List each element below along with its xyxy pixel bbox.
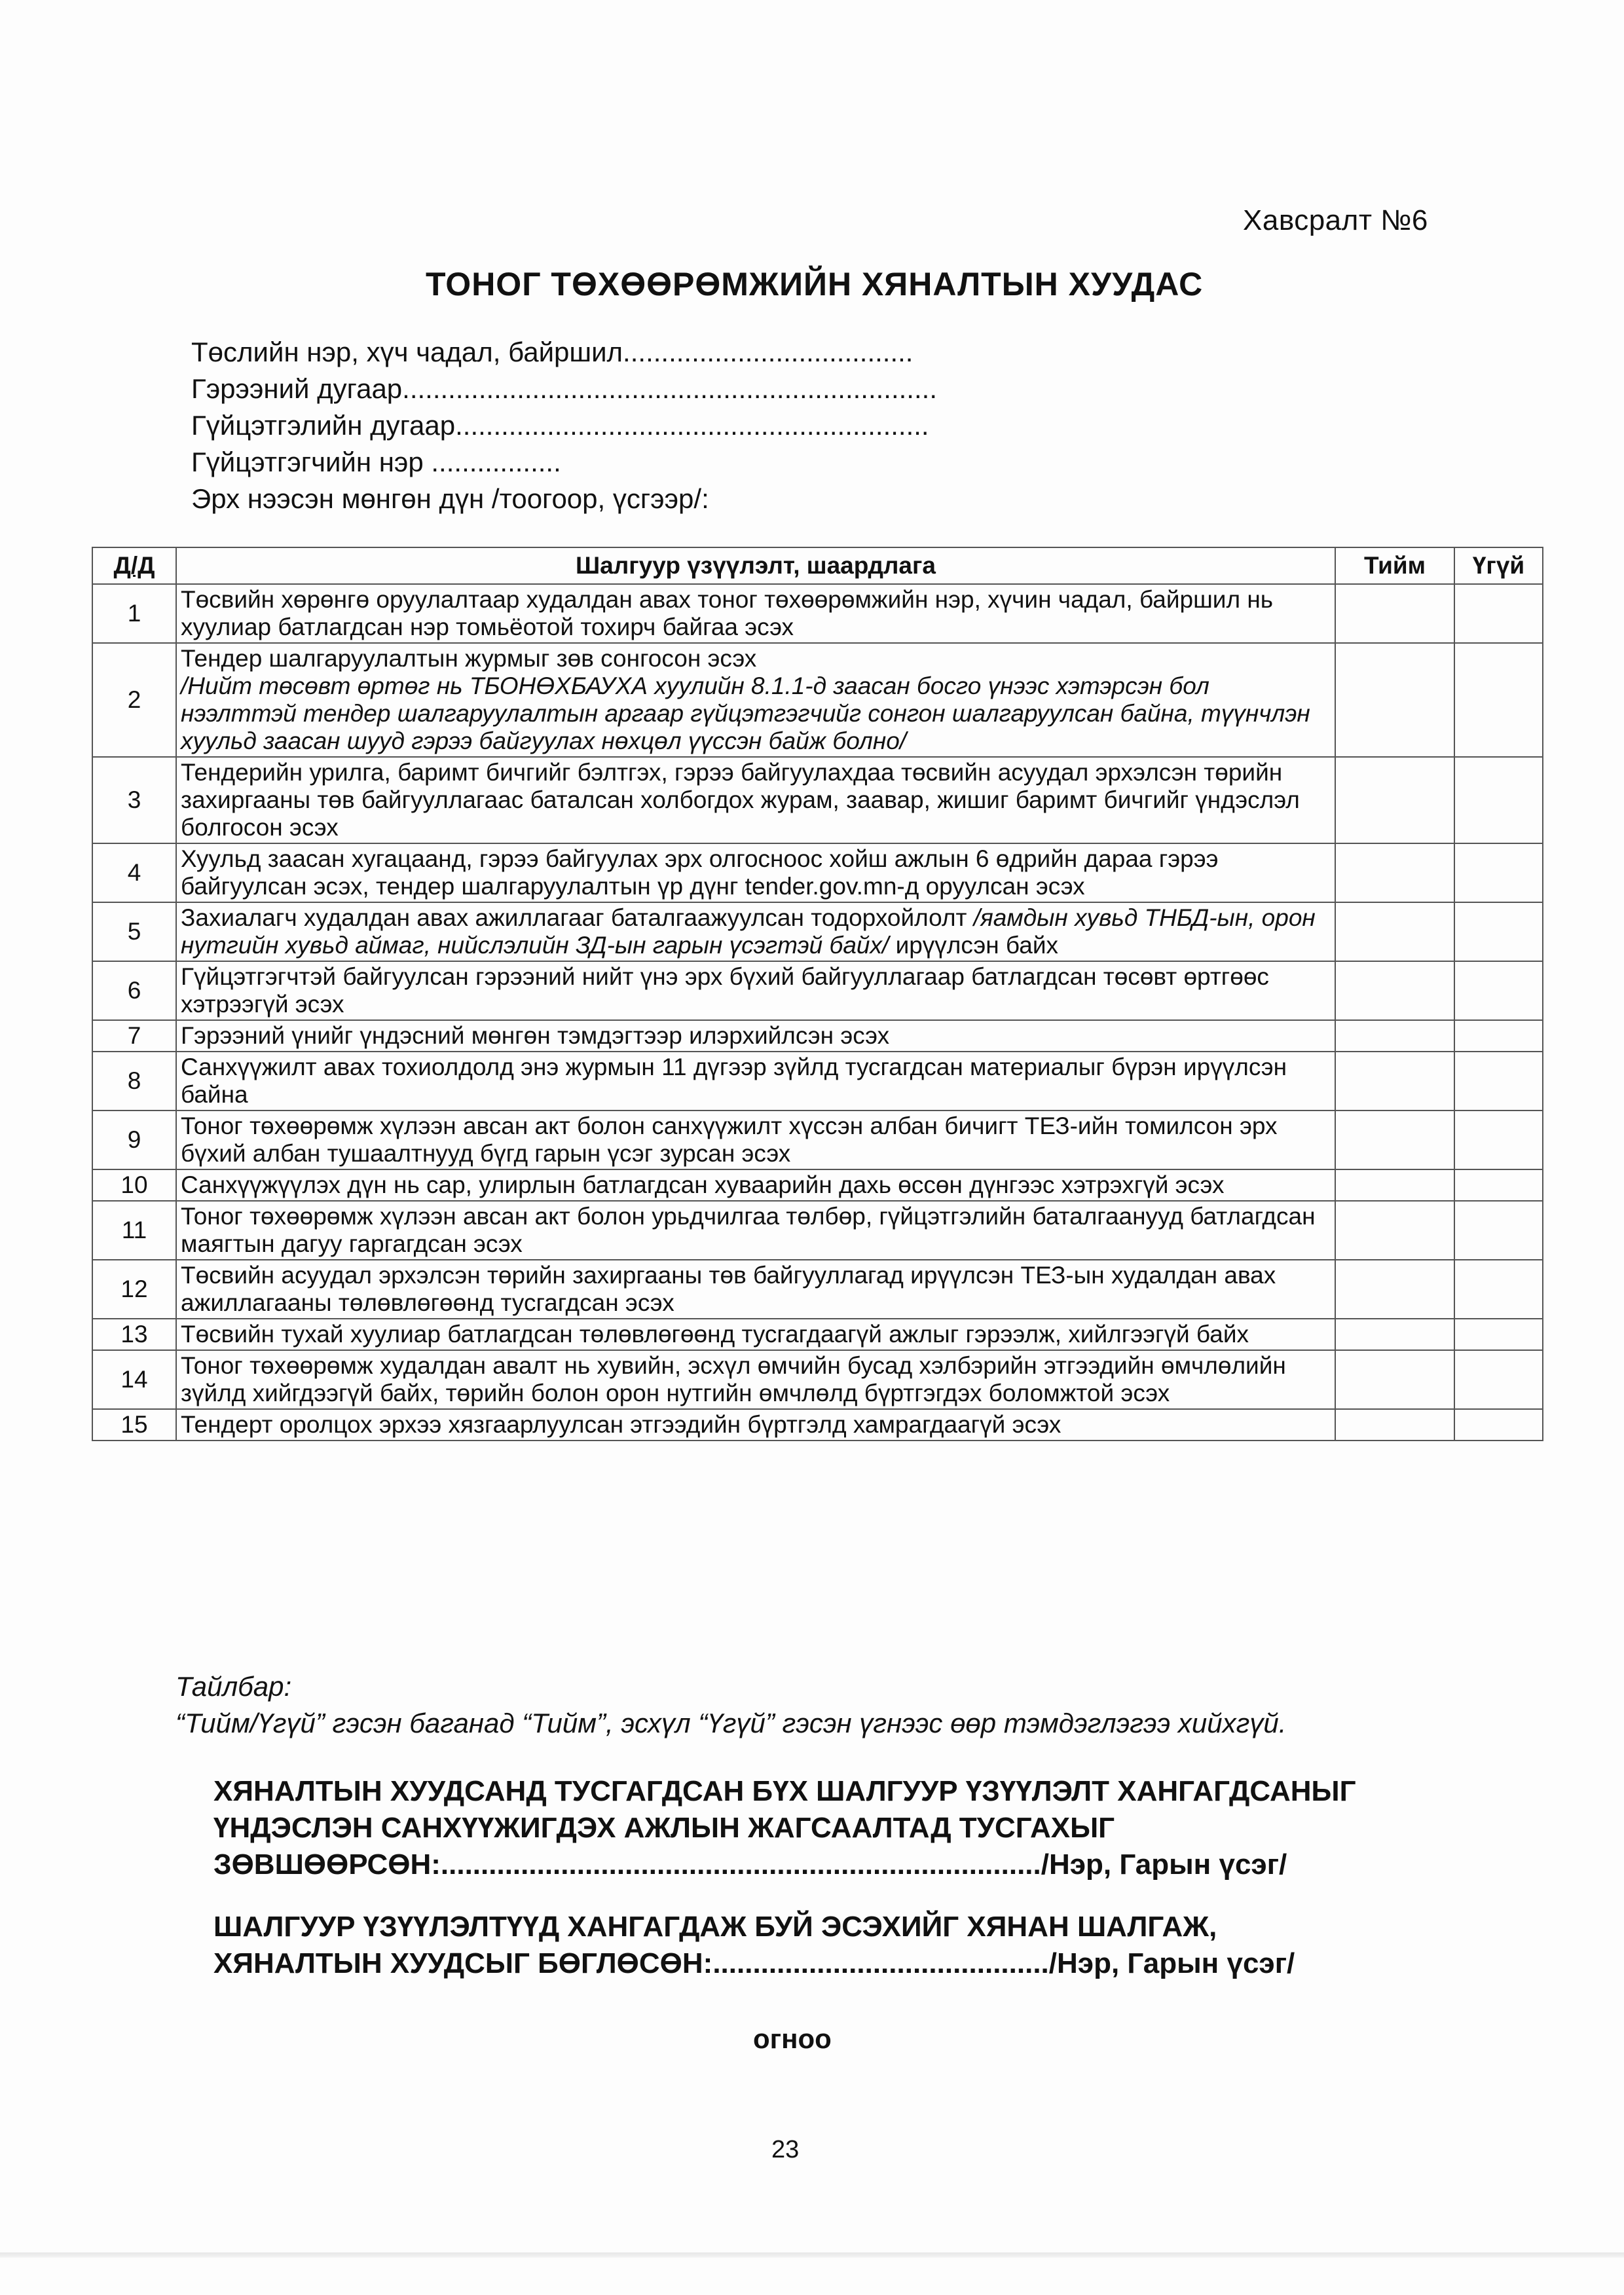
requirement-note: /яамдын хувьд ТНБД-ын, орон нутгийн хувьд аймаг, нийслэлийн ЗД-ын гарын үсэгтэй байх/ [181, 904, 1316, 959]
row-number: 9 [92, 1111, 176, 1169]
no-checkbox-cell[interactable] [1454, 843, 1543, 902]
requirement-text: Тоног төхөөрөмж худалдан авалт нь хувийн, эсхүл өмчийн бусад хэлбэрийн этгээдийн өмчлөлийн зүйлд хийгдээгүй байх, төрийн болон орон нутгийн өмчлөлд бүртгэгдэх боломжтой эсэх [176, 1350, 1335, 1409]
header-yes: Тийм [1335, 547, 1454, 584]
requirement-text: Санхүүжүүлэх дүн нь сар, улирлын батлагдсан хуваарийн дахь өссөн дүнгээс хэтрэхгүй эсэх [176, 1169, 1335, 1201]
yes-checkbox-cell[interactable] [1335, 757, 1454, 843]
row-number: 15 [92, 1409, 176, 1441]
amount-field: Эрх нээсэн мөнгөн дүн /тоогоор, үсгээр/: [191, 483, 709, 514]
requirement-text: Гэрээний үнийг үндэсний мөнгөн тэмдэгтээр илэрхийлсэн эсэх [176, 1020, 1335, 1052]
filled-by-line: ШАЛГУУР ҮЗҮҮЛЭЛТҮҮД ХАНГАГДАЖ БУЙ ЭСЭХИЙГ ХЯНАН ШАЛГАЖ, [213, 1911, 1217, 1943]
yes-checkbox-cell[interactable] [1335, 1319, 1454, 1350]
yes-checkbox-cell[interactable] [1335, 902, 1454, 961]
yes-checkbox-cell[interactable] [1335, 1201, 1454, 1260]
table-row [92, 843, 1543, 902]
approval-signature-block [213, 1773, 1458, 1883]
row-number: 2 [92, 643, 176, 757]
no-checkbox-cell[interactable] [1454, 584, 1543, 643]
requirement-text: Хуульд заасан хугацаанд, гэрээ байгуулах эрх олгосноос хойш ажлын 6 өдрийн дараа гэрээ байгуулсан эсэх, тендер шалгаруулалтын үр дүнг tender.gov.mn-д оруулсан эсэх [176, 843, 1335, 902]
row-number: 13 [92, 1319, 176, 1350]
no-checkbox-cell[interactable] [1454, 1350, 1543, 1409]
no-checkbox-cell[interactable] [1454, 1020, 1543, 1052]
header-no: Үгүй [1454, 547, 1543, 584]
table-row [92, 961, 1543, 1020]
table-row [92, 1260, 1543, 1319]
row-number: 11 [92, 1201, 176, 1260]
approval-line: ХЯНАЛТЫН ХУУДСАНД ТУСГАГДСАН БҮХ ШАЛГУУР ҮЗҮҮЛЭЛТ ХАНГАГДСАНЫГ [213, 1775, 1356, 1807]
table-row [92, 902, 1543, 961]
row-number: 3 [92, 757, 176, 843]
table-row [92, 1020, 1543, 1052]
requirement-text: Төсвийн хөрөнгө оруулалтаар худалдан авах тоног төхөөрөмжийн нэр, хүчин чадал, байршил нь хуулиар батлагдсан нэр томьёотой тохирч байгаа эсэх [176, 584, 1335, 643]
notes-label: Тайлбар: [175, 1671, 292, 1702]
row-number: 14 [92, 1350, 176, 1409]
requirement-tail: ирүүлсэн байх [895, 932, 1058, 959]
no-checkbox-cell[interactable] [1454, 1409, 1543, 1441]
yes-checkbox-cell[interactable] [1335, 1111, 1454, 1169]
page-number: 23 [771, 2136, 800, 2163]
no-checkbox-cell[interactable] [1454, 1052, 1543, 1111]
row-number: 1 [92, 584, 176, 643]
requirement-text: Санхүүжилт авах тохиолдолд энэ журмын 11 дүгээр зүйлд тусгагдсан материалыг бүрэн ирүүлсэн байна [176, 1052, 1335, 1111]
filled-by-signature-block [213, 1909, 1458, 1982]
yes-checkbox-cell[interactable] [1335, 1052, 1454, 1111]
no-checkbox-cell[interactable] [1454, 1201, 1543, 1260]
table-row [92, 757, 1543, 843]
appendix-label: Хавсралт №6 [1243, 204, 1428, 236]
table-row [92, 1169, 1543, 1201]
requirement-note: /Нийт төсөвт өртөг нь ТБОНӨХБАУХА хуулийн 8.1.1-д заасан босго үнээс хэтэрсэн бол нээлттэй тендер шалгаруулалтын аргаар гүйцэтгэгчийг сонгон шалгаруулсан байна, түүнчлэн хуульд заасан шууд гэрээ байгуулах нөхцөл үүссэн байж болно/ [181, 672, 1310, 754]
table-header-row [92, 547, 1543, 584]
row-number: 5 [92, 902, 176, 961]
no-checkbox-cell[interactable] [1454, 1260, 1543, 1319]
yes-checkbox-cell[interactable] [1335, 1350, 1454, 1409]
performance-number-field: Гүйцэтгэлийн дугаар.............................................................. [191, 410, 929, 441]
requirement-text: Тендер шалгаруулалтын журмыг зөв сонгосон эсэх [181, 645, 757, 672]
row-number: 6 [92, 961, 176, 1020]
notes-text: “Тийм/Үгүй” гэсэн баганад “Тийм”, эсхүл “Үгүй” гэсэн үгнээс өөр тэмдэглэгээ хийхгүй. [175, 1708, 1287, 1738]
no-checkbox-cell[interactable] [1454, 1319, 1543, 1350]
header-requirement: Шалгуур үзүүлэлт, шаардлага [176, 547, 1335, 584]
checklist-table [92, 547, 1543, 1441]
no-checkbox-cell[interactable] [1454, 1169, 1543, 1201]
contractor-name-field: Гүйцэтгэгчийн нэр ................. [191, 447, 561, 477]
requirement-text: Тоног төхөөрөмж хүлээн авсан акт болон санхүүжилт хүссэн албан бичигт ТЕЗ-ийн томилсон эрх бүхий албан тушаалтнууд бүгд гарын үсэг зурсан эсэх [176, 1111, 1335, 1169]
requirement-text: Тоног төхөөрөмж хүлээн авсан акт болон урьдчилгаа төлбөр, гүйцэтгэлийн баталгаанууд батлагдсан маягтын дагуу гаргагдсан эсэх [176, 1201, 1335, 1260]
no-checkbox-cell[interactable] [1454, 757, 1543, 843]
no-checkbox-cell[interactable] [1454, 643, 1543, 757]
row-number: 10 [92, 1169, 176, 1201]
date-label: огноо [753, 2023, 832, 2054]
no-checkbox-cell[interactable] [1454, 961, 1543, 1020]
yes-checkbox-cell[interactable] [1335, 1169, 1454, 1201]
requirement-cell [176, 902, 1335, 961]
yes-checkbox-cell[interactable] [1335, 961, 1454, 1020]
no-checkbox-cell[interactable] [1454, 902, 1543, 961]
page-bottom-edge [0, 2252, 1624, 2258]
yes-checkbox-cell[interactable] [1335, 1260, 1454, 1319]
approval-line: ҮНДЭСЛЭН САНХҮҮЖИГДЭХ АЖЛЫН ЖАГСААЛТАД ТУСГАХЫГ [213, 1812, 1115, 1844]
row-number: 7 [92, 1020, 176, 1052]
table-row [92, 1319, 1543, 1350]
requirement-text: Төсвийн асуудал эрхэлсэн төрийн захиргааны төв байгууллагад ирүүлсэн ТЕЗ-ын худалдан авах ажиллагааны төлөвлөгөөнд тусгагдсан эсэх [176, 1260, 1335, 1319]
table-row [92, 1052, 1543, 1111]
table-row [92, 1111, 1543, 1169]
yes-checkbox-cell[interactable] [1335, 843, 1454, 902]
approval-signature-line[interactable]: ЗӨВШӨӨРСӨН:.........................................................................../Нэр, Гарын үсэг/ [213, 1848, 1287, 1881]
row-number: 12 [92, 1260, 176, 1319]
no-checkbox-cell[interactable] [1454, 1111, 1543, 1169]
requirement-text: Тендерт оролцох эрхээ хязгаарлуулсан этгээдийн бүртгэлд хамрагдаагүй эсэх [176, 1409, 1335, 1441]
filled-by-signature-line[interactable]: ХЯНАЛТЫН ХУУДСЫГ БӨГЛӨСӨН:........................................../Нэр, Гарын үсэг/ [213, 1947, 1295, 1979]
notes-section [175, 1668, 1286, 1742]
yes-checkbox-cell[interactable] [1335, 584, 1454, 643]
table-row [92, 643, 1543, 757]
table-row [92, 1409, 1543, 1441]
table-row [92, 584, 1543, 643]
requirement-cell [176, 643, 1335, 757]
yes-checkbox-cell[interactable] [1335, 1020, 1454, 1052]
requirement-text: Төсвийн тухай хуулиар батлагдсан төлөвлөгөөнд тусгагдаагүй ажлыг гэрээлж, хийлгээгүй байх [176, 1319, 1335, 1350]
yes-checkbox-cell[interactable] [1335, 643, 1454, 757]
requirement-text: Захиалагч худалдан авах ажиллагааг баталгаажуулсан тодорхойлолт [181, 904, 967, 931]
table-row [92, 1350, 1543, 1409]
contract-number-field: Гэрээний дугаар...................................................................... [191, 373, 937, 404]
yes-checkbox-cell[interactable] [1335, 1409, 1454, 1441]
project-info-block [191, 334, 937, 517]
document-title: ТОНОГ ТӨХӨӨРӨМЖИЙН ХЯНАЛТЫН ХУУДАС [426, 266, 1204, 303]
row-number: 8 [92, 1052, 176, 1111]
requirement-text: Гүйцэтгэгчтэй байгуулсан гэрээний нийт үнэ эрх бүхий байгууллагаар батлагдсан төсөвт өртгөөс хэтрээгүй эсэх [176, 961, 1335, 1020]
table-row [92, 1201, 1543, 1260]
row-number: 4 [92, 843, 176, 902]
header-number: Д/Д [92, 547, 176, 584]
project-name-field: Төслийн нэр, хүч чадал, байршил...................................... [191, 337, 913, 367]
requirement-text: Тендерийн урилга, баримт бичгийг бэлтгэх, гэрээ байгуулахдаа төсвийн асуудал эрхэлсэн төрийн захиргааны төв байгууллагаас баталсан холбогдох журам, заавар, жишиг баримт бичгийг үндэслэл болгосон эсэх [176, 757, 1335, 843]
